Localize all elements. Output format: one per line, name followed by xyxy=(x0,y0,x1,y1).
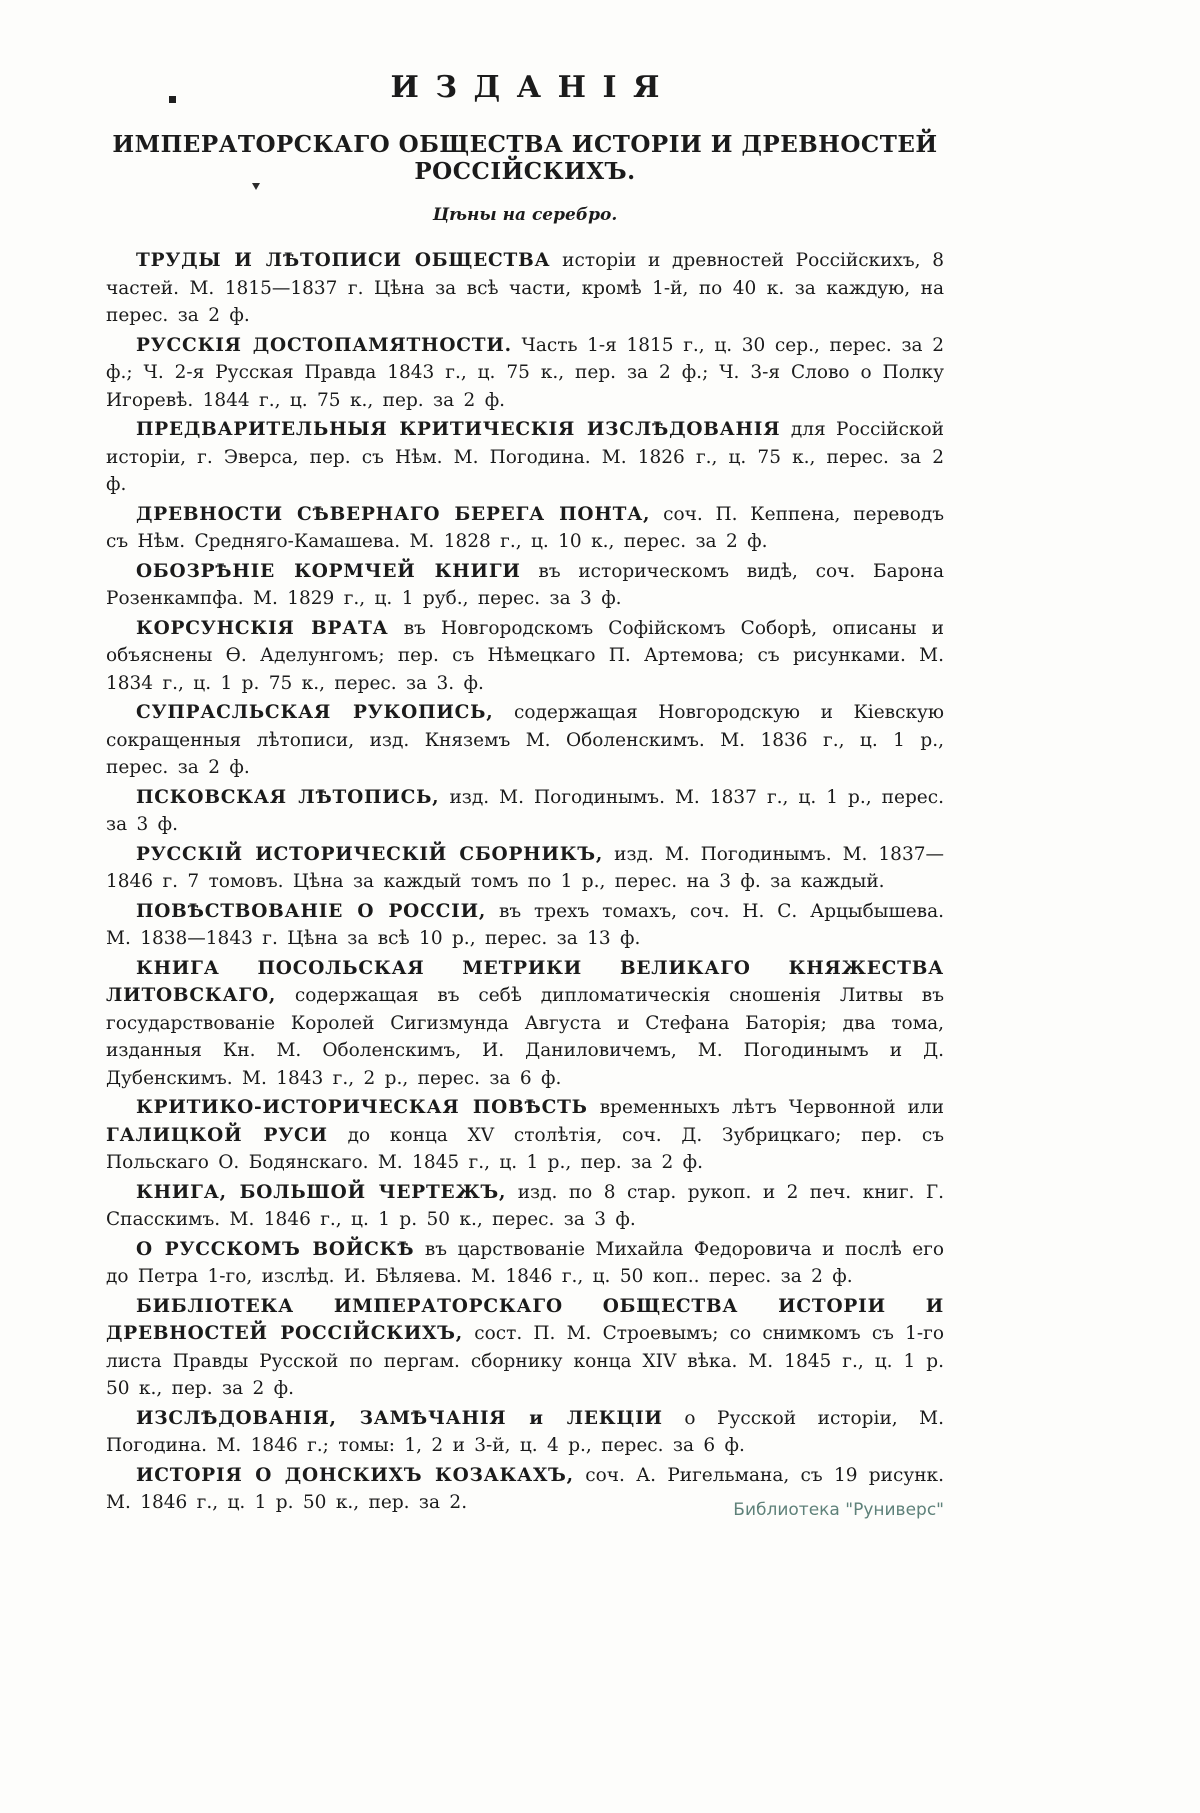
publication-entry xyxy=(106,247,944,330)
page-content xyxy=(106,70,944,1519)
entry-text: исторіи и древностей Россійскихъ, 8 частей. М. 1815—1837 г. Цѣна за всѣ части, кромѣ 1-й, по 40 к. за каждую, на перес. за 2 ф. xyxy=(106,250,944,326)
publication-entry xyxy=(106,501,944,556)
entry-title: РУССКІЙ ИСТОРИЧЕСКІЙ СБОРНИКЪ, xyxy=(136,843,604,865)
entry-title: КНИГА, БОЛЬШОЙ ЧЕРТЕЖЪ, xyxy=(136,1181,507,1203)
entry-text: до конца XV столѣтія, соч. Д. Зубрицкаго; пер. съ Польскаго О. Бодянскаго. М. 1845 г., ц. 1 р., пер. за 2 ф. xyxy=(106,1124,944,1173)
entry-text: соч. П. Кеппена, переводъ съ Нѣм. Средняго-Камашева. М. 1828 г., ц. 10 к., перес. за 2 ф. xyxy=(106,503,944,552)
publication-entry xyxy=(106,1179,944,1234)
entry-text: Часть 1-я 1815 г., ц. 30 сер., перес. за 2 ф.; Ч. 2-я Русская Правда 1843 г., ц. 75 к., пер. за 2 ф.; Ч. 3-я Слово о Полку Игоревѣ. 1844 г., ц. 75 к., пер. за 2 ф. xyxy=(106,334,944,411)
entry-text: въ историческомъ видѣ, соч. Барона Розенкампфа. М. 1829 г., ц. 1 руб., перес. за 3 ф. xyxy=(106,560,944,609)
entry-title: КРИТИКО-ИСТОРИЧЕСКАЯ ПОВѢСТЬ xyxy=(136,1097,588,1118)
entry-title: ПСКОВСКАЯ ЛѢТОПИСЬ, xyxy=(136,786,440,808)
prices-note: Цѣны на серебро. xyxy=(432,205,618,225)
entry-title: ИЗСЛѢДОВАНІЯ, ЗАМѢЧАНІЯ и ЛЕКЦІИ xyxy=(136,1407,663,1429)
publication-entry xyxy=(106,1236,944,1291)
entry-title: О РУССКОМЪ ВОЙСКѢ xyxy=(136,1238,415,1260)
publication-entry xyxy=(106,955,944,1093)
publication-entry xyxy=(106,416,944,499)
entry-text: въ Новгородскомъ Софійскомъ Соборѣ, описаны и объяснены Ѳ. Аделунгомъ; пер. съ Нѣмецкаго П. Артемова; съ рисунками. М. 1834 г., ц. 1 р. 75 к., перес. за 3. ф. xyxy=(106,617,944,694)
entry-text: въ трехъ томахъ, соч. Н. С. Арцыбышева. М. 1838—1843 г. Цѣна за всѣ 10 р., перес. за 13 ф. xyxy=(106,900,944,949)
publication-entry xyxy=(106,1293,944,1403)
entry-title: КОРСУНСКІЯ ВРАТА xyxy=(136,617,389,639)
entry-title: ДРЕВНОСТИ СѢВЕРНАГО БЕРЕГА ПОНТА, xyxy=(136,503,651,525)
entry-text: изд. М. Погодинымъ. М. 1837—1846 г. 7 томовъ. Цѣна за каждый томъ по 1 р., перес. на 3 ф. за каждый. xyxy=(106,843,944,892)
entry-title: ГАЛИЦКОЙ РУСИ xyxy=(106,1124,328,1146)
entry-text: временныхъ лѣтъ Червонной или xyxy=(599,1097,944,1118)
page-subtitle: ИМПЕРАТОРСКАГО ОБЩЕСТВА ИСТОРІИ И ДРЕВНОСТЕЙ РОССІЙСКИХЪ. xyxy=(112,131,938,185)
entry-text: для Россійской исторіи, г. Эверса, пер. съ Нѣм. М. Погодина. М. 1826 г., ц. 75 к., перес. за 2 ф. xyxy=(106,419,944,495)
entry-text: содержащая Новгородскую и Кіевскую сокращенныя лѣтописи, изд. Княземъ М. Оболенскимъ. М. 1836 г., ц. 1 р., перес. за 2 ф. xyxy=(106,702,945,778)
publications-list xyxy=(106,247,944,1517)
publication-entry xyxy=(106,615,944,698)
entry-title: ПРЕДВАРИТЕЛЬНЫЯ КРИТИЧЕСКІЯ ИЗСЛѢДОВАНІЯ xyxy=(136,419,781,440)
entry-title: ПОВѢСТВОВАНІЕ О РОССІИ, xyxy=(136,900,487,922)
entry-title: СУПРАСЛЬСКАЯ РУКОПИСЬ, xyxy=(136,702,494,723)
entry-text: въ царствованіе Михайла Федоровича и послѣ его до Петра 1-го, изслѣд. И. Бѣляева. М. 1846 г., ц. 50 коп.. перес. за 2 ф. xyxy=(106,1238,944,1287)
entry-text: содержащая въ себѣ дипломатическія сношенія Литвы въ государствованіе Королей Сигизмунда Августа и Стефана Баторія; два тома, изданныя Кн. М. Оболенскимъ, И. Даниловичемъ, М. Погодинымъ и Д. Дубенскимъ. М. 1843 г., 2 р., перес. за 6 ф. xyxy=(106,985,944,1089)
publication-entry xyxy=(106,332,944,415)
entry-title: БИБЛІОТЕКА ИМПЕРАТОРСКАГО ОБЩЕСТВА ИСТОРІИ И ДРЕВНОСТЕЙ РОССІЙСКИХЪ, xyxy=(106,1295,944,1344)
entry-text: о Русской исторіи, М. Погодина. М. 1846 г.; томы: 1, 2 и 3-й, ц. 4 р., перес. за 6 ф. xyxy=(106,1407,944,1456)
publication-entry xyxy=(106,841,944,896)
entry-title: ТРУДЫ И ЛѢТОПИСИ ОБЩЕСТВА xyxy=(136,250,551,271)
entry-text: соч. А. Ригельмана, съ 19 рисунк. М. 1846 г., ц. 1 р. 50 к., пер. за 2. xyxy=(106,1464,944,1513)
entry-title: КНИГА ПОСОЛЬСКАЯ МЕТРИКИ ВЕЛИКАГО КНЯЖЕСТВА ЛИТОВСКАГО, xyxy=(106,957,944,1006)
entry-title: ИСТОРІЯ О ДОНСКИХЪ КОЗАКАХЪ, xyxy=(136,1464,574,1486)
entry-text: изд. М. Погодинымъ. М. 1837 г., ц. 1 р., перес. за 3 ф. xyxy=(106,786,944,835)
publication-entry xyxy=(106,558,944,613)
entry-text: изд. по 8 стар. рукоп. и 2 печ. книг. Г. Спасскимъ. М. 1846 г., ц. 1 р. 50 к., перес. за 3 ф. xyxy=(106,1181,944,1230)
publication-entry xyxy=(106,1405,944,1460)
publication-entry xyxy=(106,784,944,839)
publication-entry xyxy=(106,699,944,782)
publication-entry xyxy=(106,1094,944,1177)
page-title: ИЗДАНІЯ xyxy=(390,70,676,105)
publication-entry xyxy=(106,898,944,953)
entry-text: сост. П. М. Строевымъ; со снимкомъ съ 1-го листа Правды Русской по пергам. сборнику конца XIV вѣка. М. 1845 г., ц. 1 р. 50 к., пер. за 2 ф. xyxy=(106,1323,944,1399)
library-watermark: Библиотека "Руниверс" xyxy=(733,1500,944,1520)
entry-title: РУССКІЯ ДОСТОПАМЯТНОСТИ. xyxy=(136,334,512,356)
entry-title: ОБОЗРѢНІЕ КОРМЧЕЙ КНИГИ xyxy=(136,560,521,582)
